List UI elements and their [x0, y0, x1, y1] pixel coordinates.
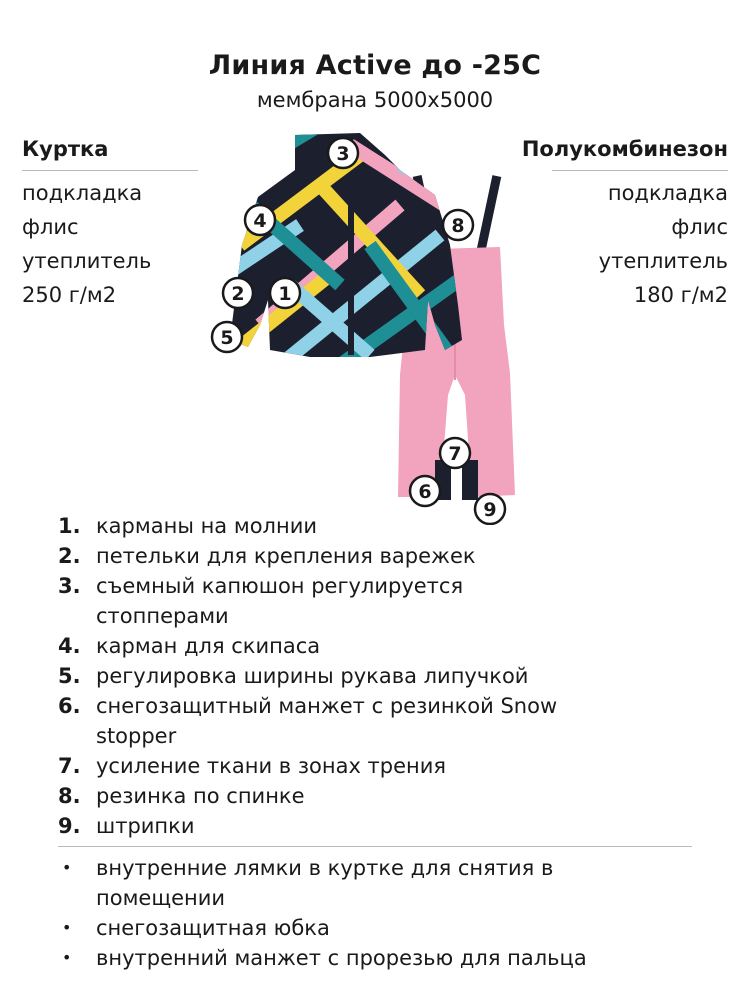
overalls-insulation [599, 244, 728, 312]
callout-9-label: 9 [483, 499, 497, 521]
page-subtitle: мембрана 5000х5000 [256, 88, 494, 112]
overalls-insulation-label: утеплитель [598, 249, 728, 273]
callout-5 [212, 322, 242, 352]
extra-item: • внутренние лямки в куртке для снятия в помещении [62, 856, 554, 910]
feature-item: 4. карман для скипаса [58, 634, 321, 658]
feature-item: 7. усиление ткани в зонах трения [58, 754, 447, 778]
callout-4 [245, 205, 275, 235]
jacket-insulation-value: 250 г/м2 [22, 283, 117, 307]
feature-item: 6. снегозащитный манжет с резинкой Snow stopper [58, 694, 558, 748]
jacket-insulation [22, 244, 151, 312]
overalls-lining-label: подкладка [607, 181, 728, 205]
callout-6 [410, 476, 440, 506]
callout-6-label: 6 [418, 481, 432, 503]
extras-divider [58, 846, 692, 847]
overalls-divider [552, 170, 728, 171]
extra-item: • внутренний манжет с прорезью для пальца [62, 946, 587, 970]
callout-7-label: 7 [448, 443, 462, 465]
extras-list [58, 853, 718, 973]
feature-item: 3. съемный капюшон регулируется стопперами [58, 574, 464, 628]
feature-item: 1. карманы на молнии [58, 514, 317, 538]
callout-7 [440, 438, 470, 468]
overalls-heading: Полукомбинезон [521, 137, 728, 161]
callout-2-label: 2 [231, 283, 245, 305]
overalls-lining-value: флис [671, 215, 728, 239]
jacket-lining-label: подкладка [22, 181, 143, 205]
callout-1-label: 1 [278, 283, 292, 305]
overalls-lining [608, 176, 728, 244]
jacket-insulation-label: утеплитель [22, 249, 152, 273]
product-illustration [200, 125, 530, 525]
extra-item: • снегозащитная юбка [62, 916, 330, 940]
feature-list [58, 511, 718, 841]
page-title: Линия Active до -25С [208, 50, 542, 81]
callout-8 [443, 210, 473, 240]
feature-item: 8. резинка по спинке [58, 784, 305, 808]
callout-4-label: 4 [253, 210, 267, 232]
jacket-heading: Куртка [22, 137, 109, 161]
jacket-lining [22, 176, 142, 244]
feature-item: 5. регулировка ширины рукава липучкой [58, 664, 529, 688]
callout-5-label: 5 [220, 327, 234, 349]
overalls-insulation-value: 180 г/м2 [633, 283, 728, 307]
feature-item: 2. петельки для крепления варежек [58, 544, 476, 568]
jacket-lining-value: флис [22, 215, 79, 239]
callout-3 [328, 138, 358, 168]
callout-8-label: 8 [451, 215, 465, 237]
jacket-divider [22, 170, 198, 171]
callout-2 [223, 278, 253, 308]
feature-item: 9. штрипки [58, 814, 195, 838]
callout-1 [270, 278, 300, 308]
callout-3-label: 3 [336, 143, 350, 165]
